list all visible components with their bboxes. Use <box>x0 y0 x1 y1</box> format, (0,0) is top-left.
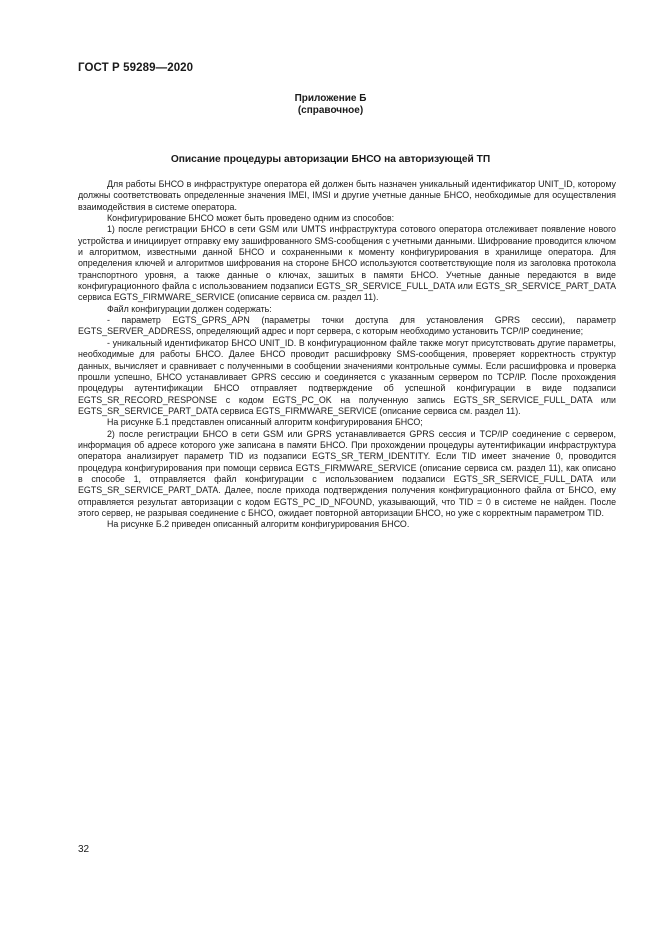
paragraph: На рисунке Б.1 представлен описанный алгоритм конфигурирования БНСО; <box>107 417 423 428</box>
annex-title: Приложение Б <box>294 93 367 104</box>
paragraph: 1) после регистрации БНСО в сети GSM или UMTS инфраструктура сотового оператора отслеживает появление нового устройства и инициирует отправку ему зашифрованного SMS-сообщения с учетными данными. Шифрование проводится ключом и алгоритмом, известными данной БНСО и сохраненными к моменту конфигурирования в хранилище оператора. Для определения ключей и алгоритмов шифрования на стороне БНСО используются соответствующие поля из заголовка протокола транспортного уровня, а также данные о ключах, зашитых в памяти БНСО. Учетные данные передаются в виде конфигурационного файла с использованием подзаписи EGTS_SR_SERVICE_FULL_DATA или EGTS_SR_SERVICE_PART_DATA сервиса EGTS_FIRMWARE_SERVICE (описание сервиса см. раздел 11). <box>78 224 616 303</box>
annex-heading <box>0 93 661 117</box>
paragraph: На рисунке Б.2 приведен описанный алгоритм конфигурирования БНСО. <box>107 519 410 530</box>
paragraph: - параметр EGTS_GPRS_APN (параметры точки доступа для установления GPRS сессии), параметр EGTS_SERVER_ADDRESS, определяющий адрес и порт сервера, с которым необходимо установить TCP/IP соединение; <box>78 315 616 337</box>
paragraph: - уникальный идентификатор БНСО UNIT_ID. В конфигурационном файле также могут присутствовать другие параметры, необходимые для работы БНСО. Далее БНСО проводит расшифровку SMS-сообщения, проверяет корректность структур данных, вычисляет и сравнивает с полученными в сообщении значениями контрольные суммы. Если расшифровка и проверка прошли успешно, БНСО устанавливает GPRS сессию и соединяется с указанным сервером по TCP/IP. После прохождения процедуры аутентификации БНСО отправляет подтверждение об успешной конфигурации в виде подзаписи EGTS_SR_RECORD_RESPONSE с кодом EGTS_PC_OK на полученную запись EGTS_SR_SERVICE_FULL_DATA или EGTS_SR_SERVICE_PART_DATA сервиса EGTS_FIRMWARE_SERVICE (описание сервиса см. раздел 11). <box>78 337 616 416</box>
section-title: Описание процедуры авторизации БНСО на авторизующей ТП <box>170 154 491 165</box>
paragraph: Конфигурирование БНСО может быть проведено одним из способов: <box>107 213 395 224</box>
standard-id: ГОСТ Р 59289—2020 <box>78 62 194 74</box>
paragraph: Для работы БНСО в инфраструктуре оператора ей должен быть назначен уникальный идентификатор UNIT_ID, которому должны соответствовать определенные значения IMEI, IMSI и другие учетные данные БНСО, необходимые для осуществления взаимодействия в системе оператора. <box>78 179 616 212</box>
paragraph: Файл конфигурации должен содержать: <box>107 303 272 314</box>
annex-note: (справочное) <box>297 105 364 116</box>
paragraph: 2) после регистрации БНСО в сети GSM или GPRS устанавливается GPRS сессия и TCP/IP соединение с сервером, информация об адресе которого уже записана в памяти БНСО. При прохождении процедуры аутентификации инфраструктура оператора анализирует параметр TID из подзаписи EGTS_SR_TERM_IDENTITY. Если TID имеет значение 0, проводится процедура конфигурирования при помощи сервиса EGTS_FIRMWARE_SERVICE (описание сервиса см. раздел 11), как описано в способе 1, отправляется файл конфигурации с использованием подзаписи EGTS_SR_SERVICE_FULL_DATA или EGTS_SR_SERVICE_PART_DATA. Далее, после прихода подтверждения получения конфигурационного файла от БНСО, ему отправляется результат авторизации с кодом EGTS_PC_ID_NFOUND, указывающий, что TID = 0 в системе не найден. После этого сервер, не разрывая соединение с БНСО, ожидает повторной авторизации БНСО, но уже с корректным параметром TID. <box>78 428 616 518</box>
page-number: 32 <box>78 844 90 855</box>
body-text <box>78 179 616 531</box>
